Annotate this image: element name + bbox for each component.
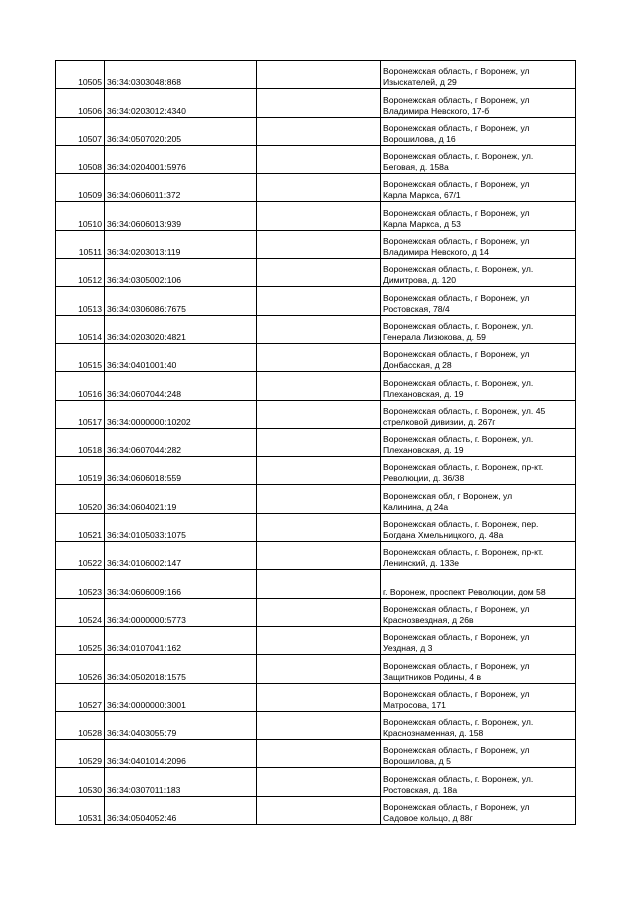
empty-cell — [257, 655, 381, 683]
empty-cell — [257, 259, 381, 287]
address-cell: Воронежская область, г. Воронеж, ул. 45 стрелковой дивизии, д. 267г — [381, 400, 576, 428]
record-number-cell: 10521 — [56, 513, 105, 541]
record-number-cell: 10527 — [56, 683, 105, 711]
empty-cell — [257, 711, 381, 739]
table-row — [56, 117, 576, 145]
address-cell: Воронежская область, г Воронеж, ул Садовое кольцо, д 88г — [381, 796, 576, 824]
table-row — [56, 740, 576, 768]
empty-cell — [257, 202, 381, 230]
address-cell: Воронежская область, г. Воронеж, ул. Димитрова, д. 120 — [381, 259, 576, 287]
empty-cell — [257, 230, 381, 258]
cadastral-number-cell: 36:34:0606013:939 — [105, 202, 257, 230]
cadastral-number-cell: 36:34:0000000:5773 — [105, 598, 257, 626]
empty-cell — [257, 683, 381, 711]
cadastral-number-cell: 36:34:0306086:7675 — [105, 287, 257, 315]
table-row — [56, 626, 576, 654]
address-cell: Воронежская область, г Воронеж, ул Краснозвездная, д 26в — [381, 598, 576, 626]
cadastral-number-cell: 36:34:0401001:40 — [105, 343, 257, 371]
record-number-cell: 10525 — [56, 626, 105, 654]
table-row — [56, 513, 576, 541]
record-number-cell: 10517 — [56, 400, 105, 428]
record-number-cell: 10524 — [56, 598, 105, 626]
record-number-cell: 10519 — [56, 457, 105, 485]
empty-cell — [257, 570, 381, 598]
empty-cell — [257, 315, 381, 343]
table-row — [56, 598, 576, 626]
address-cell: Воронежская область, г Воронеж, ул Донбасская, д 28 — [381, 343, 576, 371]
cadastral-number-cell: 36:34:0204001:5976 — [105, 145, 257, 173]
record-number-cell: 10528 — [56, 711, 105, 739]
address-cell: Воронежская область, г Воронеж, ул Ворошилова, д 5 — [381, 740, 576, 768]
address-cell: Воронежская область, г. Воронеж, ул. Краснознаменная, д. 158 — [381, 711, 576, 739]
cadastral-number-cell: 36:34:0604021:19 — [105, 485, 257, 513]
cadastral-number-cell: 36:34:0307011:183 — [105, 768, 257, 796]
table-row — [56, 89, 576, 117]
table-row — [56, 372, 576, 400]
record-number-cell: 10520 — [56, 485, 105, 513]
record-number-cell: 10506 — [56, 89, 105, 117]
address-cell: Воронежская область, г Воронеж, ул Ворошилова, д 16 — [381, 117, 576, 145]
cadastral-number-cell: 36:34:0504052:46 — [105, 796, 257, 824]
record-number-cell: 10530 — [56, 768, 105, 796]
cadastral-number-cell: 36:34:0507020:205 — [105, 117, 257, 145]
record-number-cell: 10513 — [56, 287, 105, 315]
table-row — [56, 343, 576, 371]
address-cell: Воронежская область, г Воронеж, ул Изыскателей, д 29 — [381, 61, 576, 89]
record-number-cell: 10505 — [56, 61, 105, 89]
empty-cell — [257, 174, 381, 202]
empty-cell — [257, 117, 381, 145]
empty-cell — [257, 796, 381, 824]
registry-body — [56, 61, 576, 825]
property-registry-table — [55, 60, 576, 825]
record-number-cell: 10522 — [56, 542, 105, 570]
table-row — [56, 768, 576, 796]
cadastral-number-cell: 36:34:0000000:10202 — [105, 400, 257, 428]
record-number-cell: 10523 — [56, 570, 105, 598]
table-row — [56, 655, 576, 683]
address-cell: Воронежская область, г Воронеж, ул Ростовская, 78/4 — [381, 287, 576, 315]
record-number-cell: 10507 — [56, 117, 105, 145]
cadastral-number-cell: 36:34:0106002:147 — [105, 542, 257, 570]
table-row — [56, 400, 576, 428]
cadastral-number-cell: 36:34:0105033:1075 — [105, 513, 257, 541]
empty-cell — [257, 287, 381, 315]
cadastral-number-cell: 36:34:0000000:3001 — [105, 683, 257, 711]
address-cell: Воронежская область, г Воронеж, ул Карла Маркса, 67/1 — [381, 174, 576, 202]
address-cell: Воронежская область, г Воронеж, ул Матросова, 171 — [381, 683, 576, 711]
empty-cell — [257, 372, 381, 400]
record-number-cell: 10511 — [56, 230, 105, 258]
record-number-cell: 10518 — [56, 428, 105, 456]
table-row — [56, 145, 576, 173]
address-cell: Воронежская область, г. Воронеж, ул. Ростовская, д. 18а — [381, 768, 576, 796]
cadastral-number-cell: 36:34:0303048:868 — [105, 61, 257, 89]
table-row — [56, 230, 576, 258]
record-number-cell: 10526 — [56, 655, 105, 683]
empty-cell — [257, 626, 381, 654]
address-cell: Воронежская область, г Воронеж, ул Карла Маркса, д 53 — [381, 202, 576, 230]
address-cell: Воронежская область, г Воронеж, ул Уездная, д 3 — [381, 626, 576, 654]
cadastral-number-cell: 36:34:0203020:4821 — [105, 315, 257, 343]
empty-cell — [257, 145, 381, 173]
empty-cell — [257, 542, 381, 570]
cadastral-number-cell: 36:34:0203012:4340 — [105, 89, 257, 117]
cadastral-number-cell: 36:34:0107041:162 — [105, 626, 257, 654]
table-row — [56, 457, 576, 485]
address-cell: г. Воронеж, проспект Революции, дом 58 — [381, 570, 576, 598]
table-row — [56, 570, 576, 598]
cadastral-number-cell: 36:34:0401014:2096 — [105, 740, 257, 768]
record-number-cell: 10515 — [56, 343, 105, 371]
address-cell: Воронежская область, г. Воронеж, ул. Плехановская, д. 19 — [381, 372, 576, 400]
address-cell: Воронежская область, г. Воронеж, пр-кт. Ленинский, д. 133е — [381, 542, 576, 570]
empty-cell — [257, 400, 381, 428]
empty-cell — [257, 740, 381, 768]
empty-cell — [257, 428, 381, 456]
table-row — [56, 61, 576, 89]
table-row — [56, 174, 576, 202]
cadastral-number-cell: 36:34:0606009:166 — [105, 570, 257, 598]
table-row — [56, 542, 576, 570]
table-row — [56, 428, 576, 456]
cadastral-number-cell: 36:34:0502018:1575 — [105, 655, 257, 683]
empty-cell — [257, 343, 381, 371]
table-row — [56, 315, 576, 343]
address-cell: Воронежская область, г Воронеж, ул Владимира Невского, 17-б — [381, 89, 576, 117]
address-cell: Воронежская область, г. Воронеж, ул. Генерала Лизюкова, д. 59 — [381, 315, 576, 343]
record-number-cell: 10516 — [56, 372, 105, 400]
address-cell: Воронежская область, г. Воронеж, ул. Плехановская, д. 19 — [381, 428, 576, 456]
cadastral-number-cell: 36:34:0606011:372 — [105, 174, 257, 202]
table-row — [56, 485, 576, 513]
table-row — [56, 202, 576, 230]
record-number-cell: 10509 — [56, 174, 105, 202]
address-cell: Воронежская область, г. Воронеж, ул. Беговая, д. 158а — [381, 145, 576, 173]
address-cell: Воронежская область, г. Воронеж, пер. Богдана Хмельницкого, д. 48а — [381, 513, 576, 541]
address-cell: Воронежская обл, г Воронеж, ул Калинина, д 24а — [381, 485, 576, 513]
empty-cell — [257, 485, 381, 513]
address-cell: Воронежская область, г. Воронеж, пр-кт. Революции, д. 36/38 — [381, 457, 576, 485]
cadastral-number-cell: 36:34:0403055:79 — [105, 711, 257, 739]
table-row — [56, 796, 576, 824]
record-number-cell: 10531 — [56, 796, 105, 824]
cadastral-number-cell: 36:34:0607044:248 — [105, 372, 257, 400]
address-cell: Воронежская область, г Воронеж, ул Защитников Родины, 4 в — [381, 655, 576, 683]
record-number-cell: 10510 — [56, 202, 105, 230]
empty-cell — [257, 61, 381, 89]
record-number-cell: 10514 — [56, 315, 105, 343]
table-row — [56, 711, 576, 739]
cadastral-number-cell: 36:34:0606018:559 — [105, 457, 257, 485]
cadastral-number-cell: 36:34:0203013:119 — [105, 230, 257, 258]
cadastral-number-cell: 36:34:0607044:282 — [105, 428, 257, 456]
table-row — [56, 259, 576, 287]
record-number-cell: 10508 — [56, 145, 105, 173]
table-row — [56, 683, 576, 711]
empty-cell — [257, 598, 381, 626]
empty-cell — [257, 89, 381, 117]
address-cell: Воронежская область, г Воронеж, ул Владимира Невского, д 14 — [381, 230, 576, 258]
empty-cell — [257, 513, 381, 541]
record-number-cell: 10529 — [56, 740, 105, 768]
table-row — [56, 287, 576, 315]
cadastral-number-cell: 36:34:0305002:106 — [105, 259, 257, 287]
record-number-cell: 10512 — [56, 259, 105, 287]
empty-cell — [257, 768, 381, 796]
empty-cell — [257, 457, 381, 485]
